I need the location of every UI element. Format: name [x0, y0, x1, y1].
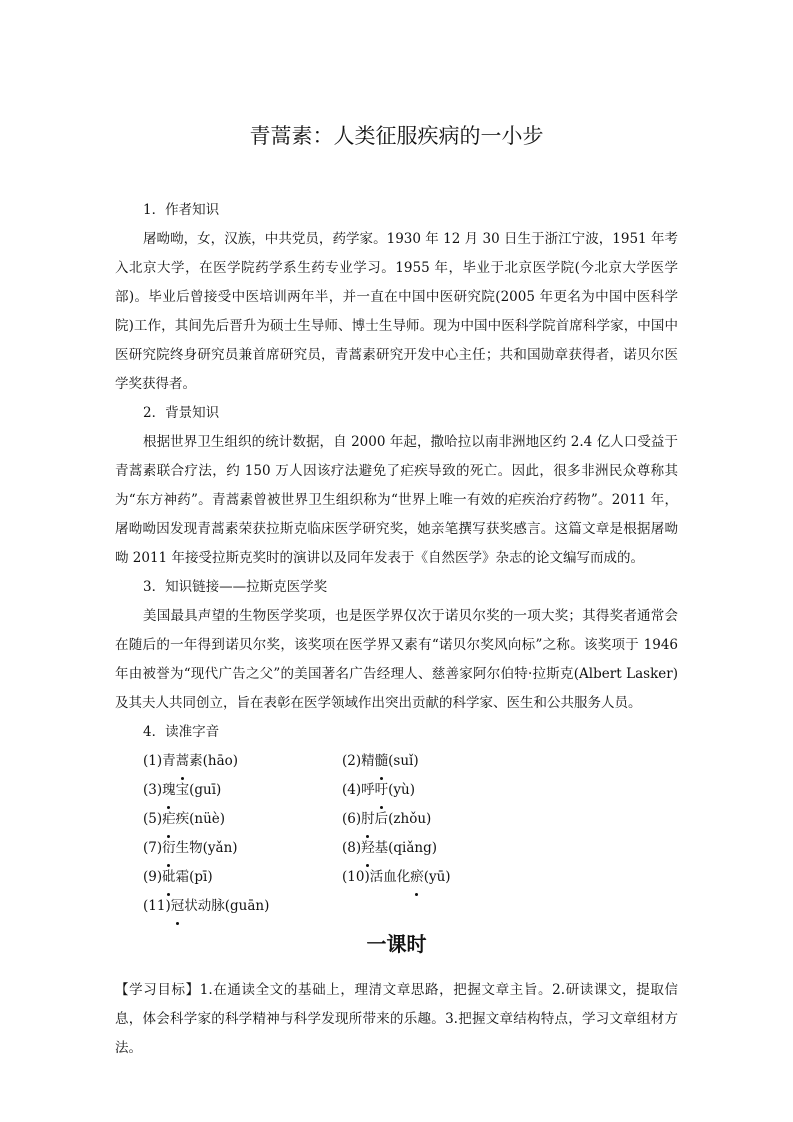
section-heading-pronunciation: 4．读准字音: [143, 724, 220, 740]
pronunciation-item: (8)羟基(qiǎng): [342, 834, 437, 863]
pronunciation-row: [115, 834, 678, 863]
pronunciation-item: (5)疟疾(nüè): [143, 805, 225, 834]
pronunciation-item: (4)呼吁(yù): [342, 776, 415, 805]
page-title: 青蒿素：人类征服疾病的一小步: [249, 124, 544, 148]
learning-goals: [115, 976, 678, 1063]
pronunciation-row: [115, 805, 678, 834]
learning-goals-label: 【学习目标】: [115, 982, 200, 998]
pronunciation-item: (2)精髓(suǐ): [342, 747, 419, 776]
pronunciation-item: (6)肘后(zhǒu): [342, 805, 431, 834]
pronunciation-list: [115, 747, 678, 921]
lesson-title: 一课时: [366, 932, 427, 956]
pronunciation-row: [115, 863, 678, 892]
pronunciation-row: [115, 747, 678, 776]
pronunciation-row: [115, 892, 678, 921]
section-text-lasker: 美国最具声望的生物医学奖项，也是医学界仅次于诺贝尔奖的一项大奖；其得奖者通常会在随后的一年得到诺贝尔奖，该奖项在医学界又素有“诺贝尔奖风向标”之称。该奖项于 1946 年由被誉为“现代广告之父”的美国著名广告经理人、慈善家阿尔伯特·拉斯克(Albert Lasker)及其夫人共同创立，旨在表彰在医学领域作出突出贡献的科学家、医生和公共服务人员。: [115, 608, 678, 711]
section-text-author: 屠呦呦，女，汉族，中共党员，药学家。1930 年 12 月 30 日生于浙江宁波，1951 年考入北京大学，在医学院药学系生药专业学习。1955 年，毕业于北京医学院(今北京大学医学部)。毕业后曾接受中医培训两年半，并一直在中国中医研究院(2005 年更名为中国中医科学院)工作，其间先后晋升为硕士生导师、博士生导师。现为中国中医科学院首席科学家，中国中医研究院终身研究员兼首席研究员，青蒿素研究开发中心主任；共和国勋章获得者，诺贝尔医学奖获得者。: [115, 231, 678, 392]
section-heading-background: 2．背景知识: [143, 405, 220, 421]
pronunciation-item: (7)衍生物(yǎn): [143, 834, 238, 863]
section-text-background: 根据世界卫生组织的统计数据，自 2000 年起，撒哈拉以南非洲地区约 2.4 亿人口受益于青蒿素联合疗法，约 150 万人因该疗法避免了疟疾导致的死亡。因此，很多非洲民众尊称其为“东方神药”。青蒿素曾被世界卫生组织称为“世界上唯一有效的疟疾治疗药物”。2011 年，屠呦呦因发现青蒿素荣获拉斯克临床医学研究奖，她亲笔撰写获奖感言。这篇文章是根据屠呦呦 2011 年接受拉斯克奖时的演讲以及同年发表于《自然医学》杂志的论文编写而成的。: [115, 434, 678, 566]
section-heading-author: 1．作者知识: [143, 202, 220, 218]
section-heading-lasker: 3．知识链接——拉斯克医学奖: [143, 579, 328, 595]
pronunciation-item: (9)砒霜(pī): [143, 863, 213, 892]
pronunciation-item: (3)瑰宝(guī): [143, 776, 221, 805]
learning-goals-text: 1.在通读全文的基础上，理清文章思路，把握文章主旨。2.研读课文，提取信息，体会科学家的科学精神与科学发现所带来的乐趣。3.把握文章结构特点，学习文章组材方法。: [115, 982, 679, 1056]
pronunciation-row: [115, 776, 678, 805]
pronunciation-item: (10)活血化瘀(yū): [342, 863, 451, 892]
pronunciation-item: (1)青蒿素(hāo): [143, 747, 238, 776]
document-body: [115, 196, 678, 921]
pronunciation-item: (11)冠状动脉(guān): [143, 892, 269, 921]
